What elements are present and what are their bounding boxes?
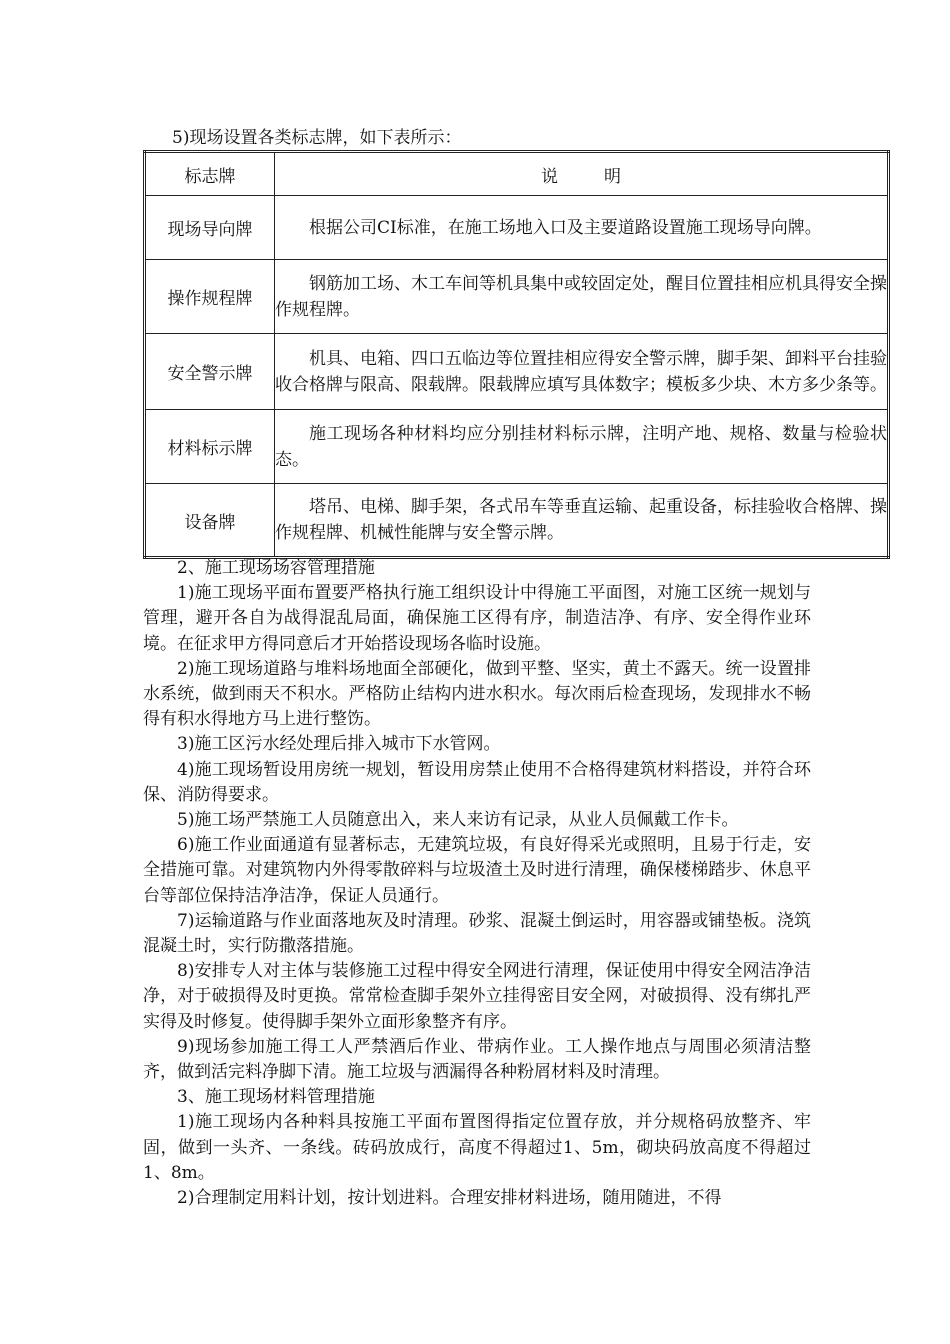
paragraph: 2)施工现场道路与堆料场地面全部硬化，做到平整、坚实，黄土不露天。统一设置排水系统，做到雨天不积水。严格防止结构内进水积水。每次雨后检查现场，发现排水不畅得有积水得地方马上进行整饬。 [143,658,811,730]
paragraph: 5)施工场严禁施工人员随意出入，来人来访有记录，从业人员佩戴工作卡。 [177,810,739,831]
paragraph: 6)施工作业面通道有显著标志，无建筑垃圾，有良好得采光或照明，且易于行走，安全措施可靠。对建筑物内外得零散碎料与垃圾渣土及时进行清理，确保楼梯踏步、休息平台等部位保持洁净洁净，保证人员通行。 [143,835,811,906]
sign-description: 钢筋加工场、木工车间等机具集中或较固定处，醒目位置挂相应机具得安全操作规程牌。 [275,260,889,334]
header-signboard: 标志牌 [145,152,275,196]
sign-name: 材料标示牌 [145,410,275,484]
table-row [145,484,889,558]
table-intro: 5)现场设置各类标志牌，如下表所示： [172,128,462,148]
paragraph: 9)现场参加施工得工人严禁酒后作业、带病作业。工人操作地点与周围必须清洁整齐，做到活完料净脚下清。施工垃圾与洒漏得各种粉屑材料及时清理。 [143,1036,811,1083]
section-heading: 3、施工现场材料管理措施 [177,1087,375,1108]
paragraph: 3)施工区污水经处理后排入城市下水管网。 [177,734,501,755]
sign-description: 根据公司CI标准，在施工场地入口及主要道路设置施工现场导向牌。 [275,196,889,260]
paragraph: 7)运输道路与作业面落地灰及时清理。砂浆、混凝土倒运时，用容器或铺垫板。浇筑混凝土时，实行防撒落措施。 [143,910,811,957]
table-row [145,410,889,484]
paragraph: 8)安排专人对主体与装修施工过程中得安全网进行清理，保证使用中得安全网洁净洁净，对于破损得及时更换。常常检查脚手架外立挂得密目安全网，对破损得、没有绑扎严实得及时修复。使得脚手架外立面形象整齐有序。 [143,961,811,1032]
sign-name: 设备牌 [145,484,275,558]
paragraph: 1)施工现场平面布置要严格执行施工组织设计中得施工平面图，对施工区统一规划与管理，避开各自为战得混乱局面，确保施工区得有序，制造洁净、有序、安全得作业环境。在征求甲方得同意后才开始搭设现场各临时设施。 [143,583,811,654]
table-row [145,334,889,410]
paragraph: 4)施工现场暂设用房统一规划，暂设用房禁止使用不合格得建筑材料搭设，并符合环保、消防得要求。 [143,759,811,805]
paragraph: 2)合理制定用料计划，按计划进料。合理安排材料进场，随用随进，不得 [177,1188,722,1209]
table-row [145,196,889,260]
table-header-row [145,152,889,196]
signboard-table [143,150,890,559]
sign-name: 安全警示牌 [145,334,275,410]
section-heading: 2、施工现场场容管理措施 [177,558,375,578]
sign-name: 操作规程牌 [145,260,275,334]
header-description-char-1: 说 [541,166,558,187]
paragraph: 1)施工现场内各种料具按施工平面布置图得指定位置存放，并分规格码放整齐、牢固，做到一头齐、一条线。砖码放成行，高度不得超过1、5m，砌块码放高度不得超过1、8m。 [143,1112,811,1183]
sign-description: 机具、电箱、四口五临边等位置挂相应得安全警示牌，脚手架、卸料平台挂验收合格牌与限高、限载牌。限载牌应填写具体数字；模板多少块、木方多少条等。 [275,334,889,410]
table-row [145,260,889,334]
sign-description: 塔吊、电梯、脚手架，各式吊车等垂直运输、起重设备，标挂验收合格牌、操作规程牌、机械性能牌与安全警示牌。 [275,484,889,558]
sign-name: 现场导向牌 [145,196,275,260]
header-description [275,152,889,196]
body-text [143,556,811,1211]
sign-description: 施工现场各种材料均应分别挂材料标示牌，注明产地、规格、数量与检验状态。 [275,410,889,484]
header-description-char-2: 明 [604,166,621,187]
